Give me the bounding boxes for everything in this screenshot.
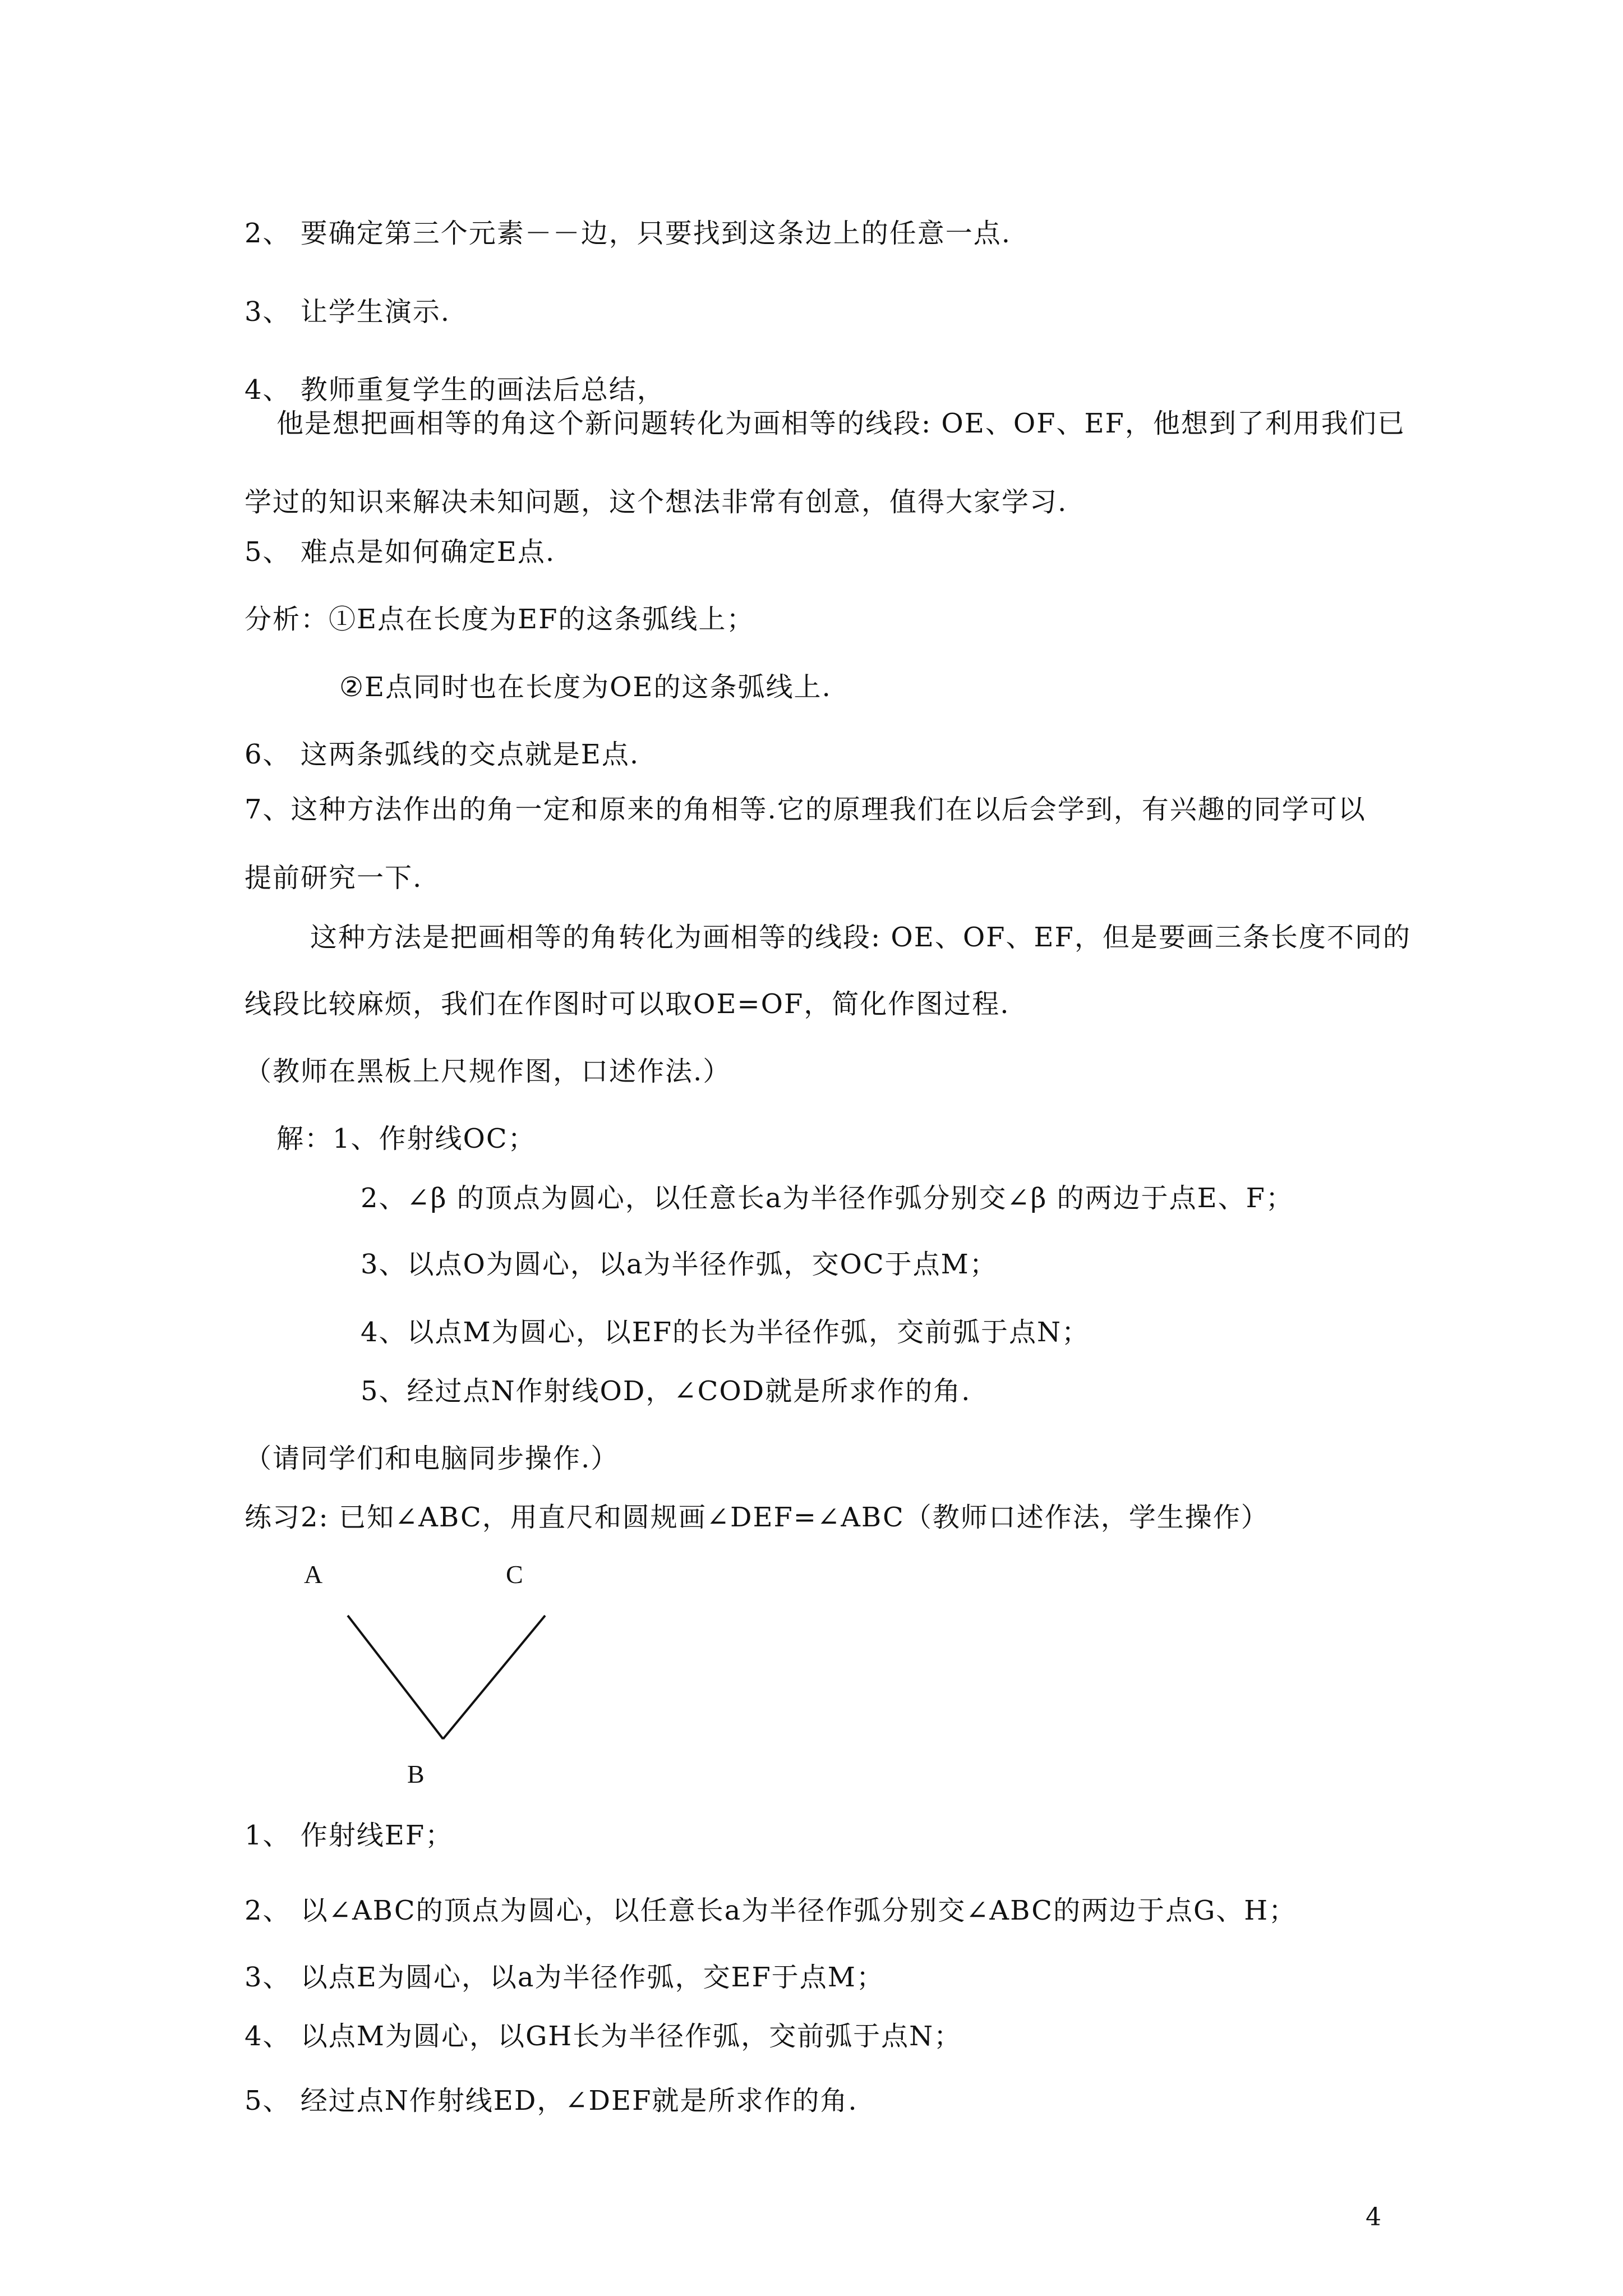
text-line: ②E点同时也在长度为OE的这条弧线上. bbox=[339, 671, 832, 703]
vertex-label-a: A bbox=[304, 1560, 323, 1589]
text-line: 提前研究一下. bbox=[245, 862, 423, 894]
text-line: 解：1、作射线OC； bbox=[276, 1123, 536, 1154]
text-line: 他是想把画相等的角这个新问题转化为画相等的线段: OE、OF、EF，他想到了利用我们已 bbox=[276, 408, 1405, 439]
page-number: 4 bbox=[1366, 2203, 1381, 2231]
text-line: 7、这种方法作出的角一定和原来的角相等.它的原理我们在以后会学到，有兴趣的同学可以 bbox=[245, 794, 1366, 825]
text-line: 学过的知识来解决未知问题，这个想法非常有创意，值得大家学习. bbox=[245, 486, 1068, 518]
ray-bc bbox=[443, 1616, 545, 1739]
text-line: 4、以点M为圆心，以EF的长为半径作弧，交前弧于点N； bbox=[361, 1317, 1090, 1348]
text-line: 5、 难点是如何确定E点. bbox=[245, 536, 556, 568]
vertex-label-c: C bbox=[506, 1560, 523, 1589]
step-line: 2、 以∠ABC的顶点为圆心，以任意长a为半径作弧分别交∠ABC的两边于点G、H； bbox=[245, 1895, 1297, 1926]
step-line: 5、 经过点N作射线ED，∠DEF就是所求作的角. bbox=[245, 2085, 858, 2116]
text-line: （请同学们和电脑同步操作.） bbox=[245, 1443, 619, 1474]
text-line: 2、 要确定第三个元素－－边，只要找到这条边上的任意一点. bbox=[245, 218, 1012, 249]
text-line: 练习2: 已知∠ABC，用直尺和圆规画∠DEF=∠ABC（教师口述作法，学生操作） bbox=[245, 1502, 1269, 1533]
text-line: 4、 教师重复学生的画法后总结， bbox=[245, 374, 665, 406]
step-line: 4、 以点M为圆心，以GH长为半径作弧，交前弧于点N； bbox=[245, 2021, 962, 2052]
step-line: 1、 作射线EF； bbox=[245, 1820, 454, 1851]
text-line: 5、经过点N作射线OD，∠COD就是所求作的角. bbox=[361, 1375, 971, 1407]
text-line: （教师在黑板上尺规作图，口述作法.） bbox=[245, 1056, 731, 1087]
text-line: 线段比较麻烦，我们在作图时可以取OE=OF，简化作图过程. bbox=[245, 988, 1010, 1020]
text-line: 这种方法是把画相等的角转化为画相等的线段: OE、OF、EF，但是要画三条长度不同的 bbox=[310, 922, 1411, 953]
angle-abc-figure bbox=[286, 1559, 578, 1806]
vertex-label-b: B bbox=[407, 1760, 425, 1788]
text-line: 2、∠β 的顶点为圆心，以任意长a为半径作弧分别交∠β 的两边于点E、F； bbox=[361, 1182, 1294, 1214]
text-line: 6、 这两条弧线的交点就是E点. bbox=[245, 739, 640, 770]
text-line: 3、以点O为圆心，以a为半径作弧，交OC于点M； bbox=[361, 1249, 998, 1280]
ray-ba bbox=[348, 1616, 443, 1739]
text-line: 分析：①E点在长度为EF的这条弧线上； bbox=[245, 604, 755, 635]
text-line: 3、 让学生演示. bbox=[245, 296, 451, 328]
step-line: 3、 以点E为圆心，以a为半径作弧，交EF于点M； bbox=[245, 1962, 884, 1993]
